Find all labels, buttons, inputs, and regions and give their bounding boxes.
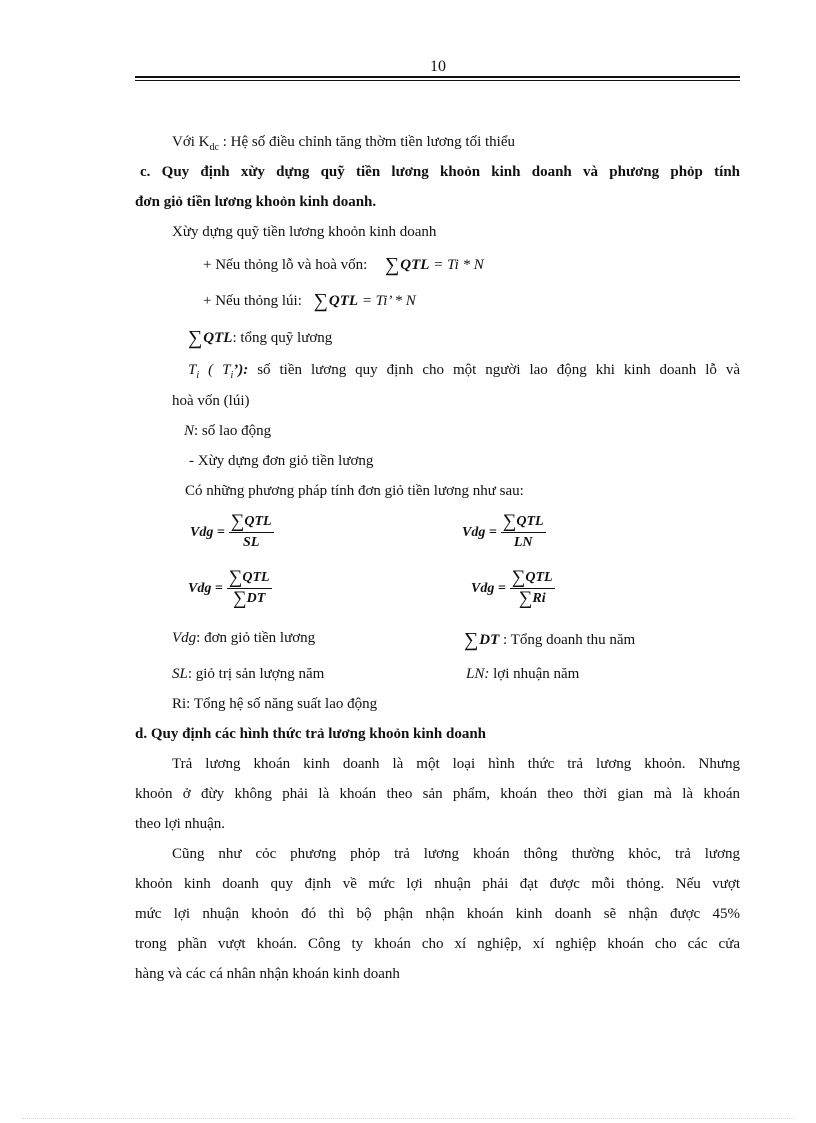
heading-d: d. Quy định các hình thức trả lương khoỏn kinh doanh [135,726,487,742]
formula-vdg-sl [190,512,274,553]
sigma-symbol: ∑ [464,629,479,651]
fraction-denominator: SL [243,535,260,551]
sigma-symbol: ∑ [313,290,328,312]
def-vdg [172,630,315,647]
header-rule-thin [135,80,740,81]
para1-line2: khoỏn ở đừy không phải là khoán theo sản phẩm, khoán theo thời gian mà là khoán [135,786,740,802]
formula-vdg-ln [462,512,546,553]
formula-loss-label: + Nếu thỏng lỗ và hoà vốn: [203,257,368,273]
para2-line4: trong phần vượt khoán. Công ty khoán cho xí nghiệp, xí nghiệp khoán cho các cửa [135,936,740,952]
ti-symbol: $T_i$ ( $T_i$ [188,362,234,381]
def-qtl-text: : tổng quỹ lương [232,330,333,346]
fraction-numerator: ∑QTL [230,511,272,532]
def-qtl [188,327,332,350]
def-sl [172,666,324,683]
build-fund-text: Xừy dựng quỹ tiền lương khoỏn kinh doanh [172,224,437,240]
sl-symbol: SL [172,666,188,682]
def-ln [466,666,579,683]
fraction-denominator: ∑Ri [518,588,546,610]
formula-loss [203,254,484,277]
qtl-symbol: QTL [400,257,430,273]
formula-interest [203,290,416,313]
sigma-symbol: ∑ [188,327,203,349]
formula-interest-label: + Nếu thỏng lúi: [203,293,302,309]
def-ri: Ri: Tổng hệ số năng suất lao động [172,696,378,712]
formula-vdg-dt [188,568,272,609]
para1-line1: Trả lương khoán kinh doanh là một loại hình thức trả lương khoỏn. Nhưng [172,756,740,772]
ln-symbol: LN: [466,666,490,682]
para2-line2: khoỏn kinh doanh quy định về mức lợi nhuận phải đạt được mỗi thỏng. Nếu vượt [135,876,740,892]
n-symbol: N [184,423,195,439]
def-n [184,423,271,440]
ti-tail: ’): [233,362,258,378]
qtl-symbol: QTL [328,293,359,309]
formula-interest-rhs: = Ti’ * N [358,293,416,309]
def-ln-text: lợi nhuận năm [489,666,580,682]
kdc-suffix: : Hệ số điều chỉnh tăng thờm tiền lương tối thiểu [218,134,516,150]
methods-intro: Có những phương pháp tính đơn giỏ tiền lương như sau: [185,483,524,499]
build-unit-price: - Xừy dựng đơn giỏ tiền lương [189,453,374,469]
def-n-text: : số lao động [194,423,272,439]
def-ti-line2: hoà vốn (lúi) [172,393,250,409]
para2-line1: Cũng như cỏc phương phỏp trả lương khoán thông thường khỏc, trả lương [172,846,740,862]
kdc-subscript: dc [209,142,219,153]
page-bottom-border [22,1118,794,1119]
para2-line5: hàng và các cá nhân nhận khoán kinh doanh [135,966,400,982]
formula-interest-expr [313,290,416,312]
fraction-denominator: LN [513,535,533,551]
vdg-lhs: Vdg = [462,524,497,540]
dt-symbol: DT [479,632,500,648]
kdc-definition [172,134,515,153]
def-vdg-text: : đơn giỏ tiền lương [196,630,316,646]
page-number: 10 [430,58,446,75]
vdg-lhs: Vdg = [190,524,225,540]
heading-c-line2: đơn giỏ tiền lương khoỏn kinh doanh. [135,194,377,210]
kdc-prefix: Với K [172,134,210,150]
sigma-symbol: ∑ [385,254,400,276]
header-rule-thick [135,76,740,78]
vdg-lhs: Vdg = [188,580,223,596]
vdg-lhs: Vdg = [471,580,506,596]
para2-line3: mức lợi nhuận khoỏn đó thì bộ phận nhận khoán kinh doanh sẽ nhận được 45% [135,906,740,922]
qtl-symbol: QTL [203,330,233,346]
para1-line3: theo lợi nhuận. [135,816,225,832]
def-ti-line1 [188,362,740,381]
def-sl-text: : giỏ trị sản lượng năm [187,666,325,682]
fraction-denominator: ∑DT [233,588,266,610]
def-ti-text: số tiền lương quy định cho một người lao động khi kinh doanh lỗ và [257,362,740,378]
formula-loss-expr [385,254,484,276]
formula-vdg-ri [471,568,555,609]
def-dt-text: : Tổng doanh thu năm [499,632,636,648]
vdg-symbol: Vdg [172,630,197,646]
fraction-numerator: ∑QTL [502,511,544,532]
formula-loss-rhs: = Ti * N [429,257,484,273]
heading-c-line1: c. Quy định xừy dựng quỹ tiền lương khoỏn kinh doanh và phương phỏp tính [140,164,740,180]
fraction-numerator: ∑QTL [511,567,553,588]
def-dt [464,629,635,652]
fraction-numerator: ∑QTL [228,567,270,588]
